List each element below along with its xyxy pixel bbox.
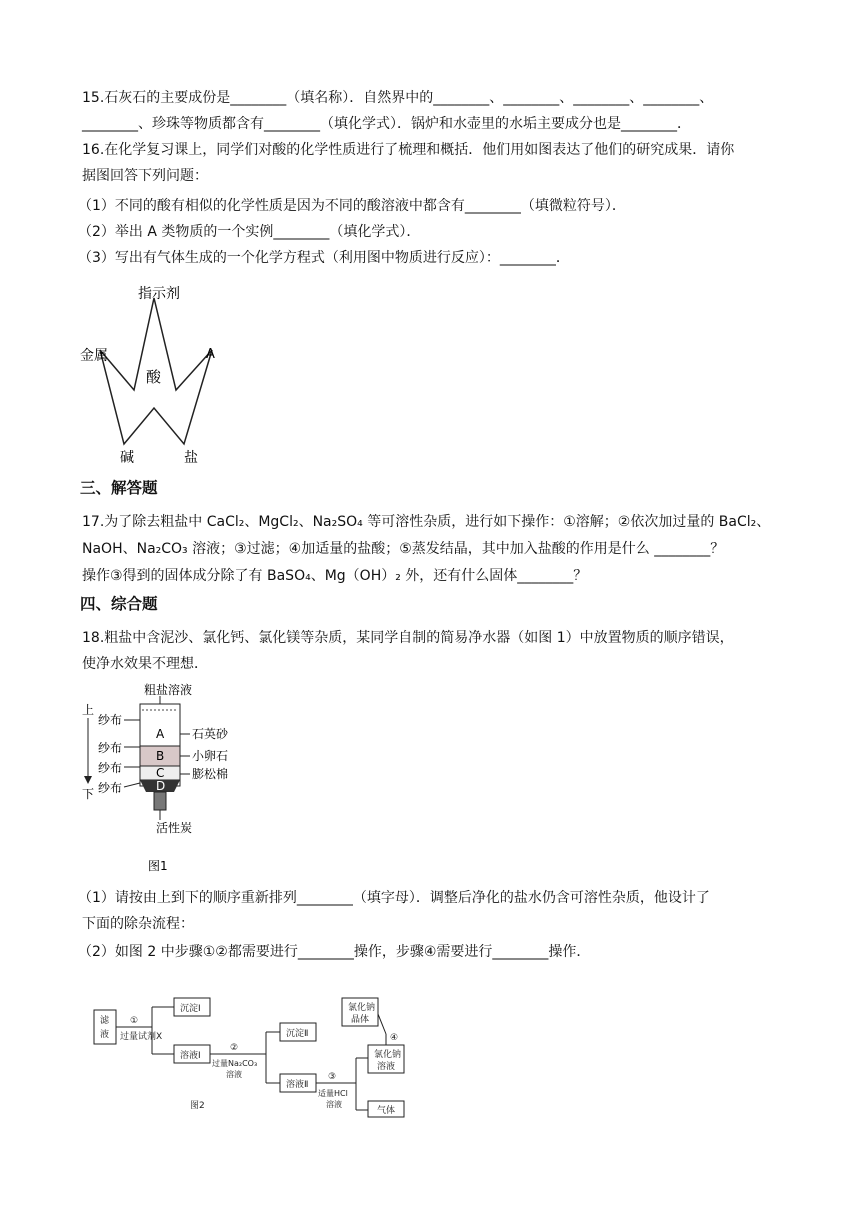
fig2-sol2: 溶液Ⅱ — [286, 1080, 309, 1090]
fig1-bottom-label: 活性炭 — [156, 821, 193, 835]
star-label-right: A — [206, 347, 215, 362]
fig2-sol1: 溶液Ⅰ — [180, 1051, 201, 1061]
fig1-down-label: 下 — [82, 787, 95, 801]
figure-2-flowchart — [90, 990, 420, 1130]
star-label-bottom-right: 盐 — [184, 450, 198, 466]
fig1-right-label-1: 石英砂 — [192, 727, 229, 741]
fig2-nacl-sol-a: 氯化钠 — [374, 1050, 402, 1060]
q18-sub2: （2）如图 2 中步骤①②都需要进行________操作，步骤④需要进行________操作． — [78, 944, 591, 960]
fig2-ppt2: 沉淀Ⅱ — [286, 1029, 309, 1039]
fig2-arrow-crystal — [378, 1014, 386, 1034]
fig2-filtrate-label-1: 滤 — [100, 1016, 110, 1026]
fig1-arrowhead-icon — [84, 776, 92, 784]
q15-line2: ________、珍珠等物质都含有________（填化学式）．锅炉和水壶里的水垢主要成分也是________． — [82, 116, 691, 132]
q17-line1: 17.为了除去粗盐中 CaCl₂、MgCl₂、Na₂SO₄ 等可溶性杂质，进行如下操作：①溶解；②依次加过量的 BaCl₂、 — [82, 514, 771, 530]
q17-line3: 操作③得到的固体成分除了有 BaSO₄、Mg（OH）₂ 外，还有什么固体________？ — [82, 568, 588, 584]
fig1-gauze-label-1: 纱布 — [98, 713, 123, 727]
fig1-layer-b-label: B — [156, 749, 165, 763]
fig2-reagent2a: 过量Na₂CO₃ — [212, 1059, 258, 1068]
fig2-step4: ④ — [390, 1033, 399, 1043]
q16-line2: 据图回答下列问题： — [82, 168, 208, 184]
q16-sub3: （3）写出有气体生成的一个化学方程式（利用图中物质进行反应）：________． — [78, 250, 570, 266]
fig2-step3: ③ — [328, 1072, 337, 1082]
q16-sub2: （2）举出 A 类物质的一个实例________（填化学式）． — [78, 224, 421, 240]
section-heading-4: 四、综合题 — [80, 595, 158, 613]
q17-line2: NaOH、Na₂CO₃ 溶液；③过滤；④加适量的盐酸；⑤蒸发结晶，其中加入盐酸的作用是什么 ________？ — [82, 541, 725, 557]
q15-line1: 15.石灰石的主要成份是________（填名称）．自然界中的________、________、________、________、 — [82, 90, 714, 106]
q16-sub1: （1）不同的酸有相似的化学性质是因为不同的酸溶液中都含有________（填微粒符号）． — [78, 198, 626, 214]
fig2-step2: ② — [230, 1043, 239, 1053]
fig1-layer-d-label: D — [156, 779, 166, 793]
q18-line1: 18.粗盐中含泥沙、氯化钙、氯化镁等杂质，某同学自制的简易净水器（如图 1）中放置物质的顺序错误， — [82, 630, 734, 646]
fig2-nacl-sol-b: 溶液 — [377, 1062, 396, 1072]
fig1-gauze-label-3: 纱布 — [98, 761, 123, 775]
figure-1-purifier — [80, 680, 260, 880]
star-label-center: 酸 — [146, 368, 162, 386]
fig2-reagent3a: 适量HCl — [318, 1089, 348, 1098]
fig1-caption: 图1 — [148, 859, 168, 873]
q16-line1: 16.在化学复习课上，同学们对酸的化学性质进行了梳理和概括．他们用如图表达了他们的研究成果．请你 — [82, 142, 735, 158]
fig1-right-label-3: 膨松棉 — [192, 767, 229, 781]
star-label-top: 指示剂 — [138, 286, 180, 302]
q18-sub1a: （1）请按由上到下的顺序重新排列________（填字母）．调整后净化的盐水仍含可溶性杂质，他设计了 — [78, 890, 710, 906]
fig2-reagent2b: 溶液 — [226, 1070, 242, 1079]
fig2-gas: 气体 — [377, 1106, 396, 1116]
fig2-ppt1: 沉淀Ⅰ — [180, 1004, 201, 1014]
fig2-caption: 图2 — [190, 1101, 205, 1111]
fig1-right-label-2: 小卵石 — [192, 749, 229, 763]
star-label-bottom-left: 碱 — [120, 450, 134, 466]
fig2-filtrate-label-2: 液 — [100, 1030, 110, 1040]
star-label-left: 金属 — [80, 348, 108, 364]
section-heading-3: 三、解答题 — [80, 479, 158, 497]
fig1-top-label: 粗盐溶液 — [144, 683, 193, 697]
fig1-gauze-label-4: 纱布 — [98, 781, 123, 795]
q18-sub1b: 下面的除杂流程： — [82, 916, 194, 932]
fig1-layer-a-label: A — [156, 727, 165, 741]
fig2-nacl-crys-b: 晶体 — [351, 1015, 370, 1025]
fig1-up-label: 上 — [82, 703, 95, 717]
fig1-gauze-pointer-4 — [124, 783, 140, 787]
fig1-gauze-label-2: 纱布 — [98, 741, 123, 755]
fig1-layer-c-label: C — [156, 766, 165, 780]
acid-star-diagram — [78, 278, 228, 468]
fig2-reagent3b: 溶液 — [326, 1100, 342, 1109]
fig2-step1: ① — [130, 1016, 139, 1026]
fig1-outlet — [154, 792, 166, 810]
q18-line2: 使净水效果不理想． — [82, 656, 208, 672]
fig2-nacl-crys-a: 氯化钠 — [348, 1003, 376, 1013]
fig2-reagent1: 过量试剂X — [120, 1032, 163, 1042]
